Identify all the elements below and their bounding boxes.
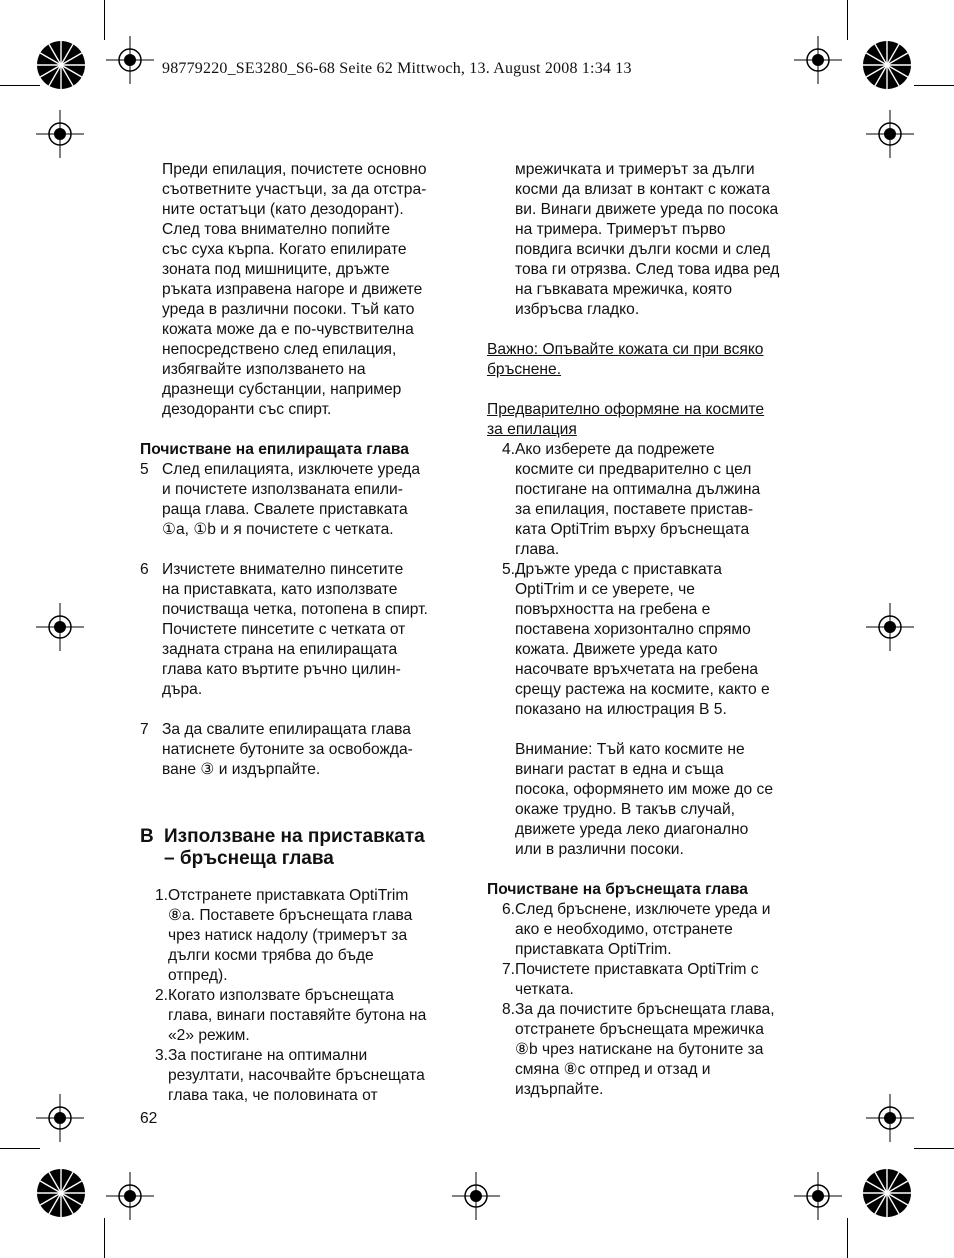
crop-line xyxy=(847,0,848,40)
print-slug: 98779220_SE3280_S6-68 Seite 62 Mittwoch, 13. August 2008 1:34 13 xyxy=(162,60,632,77)
list-number: 6. xyxy=(501,901,515,918)
registration-mark-icon xyxy=(36,1094,84,1142)
list-item xyxy=(140,1046,470,1106)
list-number: 7. xyxy=(501,961,515,978)
crop-line xyxy=(914,1148,954,1149)
list-text: Когато използвате бръснещата глава, винаги поставяйте бутона на «2» режим. xyxy=(168,987,427,1044)
list-number: 8. xyxy=(501,1001,515,1018)
left-column xyxy=(140,160,470,1106)
shaving-cleaning-heading: Почистване на бръснещата глава xyxy=(487,881,748,898)
list-item xyxy=(487,440,817,560)
preshape-heading: Предварително оформяне на космите за епилация xyxy=(487,401,765,438)
list-text: Отстранете приставката OptiTrim ⑧a. Поставете бръснещата глава чрез натиск надолу (тримерът за дълги косми трябва до бъде отпред). xyxy=(168,887,413,984)
list-text: За постигане на оптимални резултати, насочвайте бръснещата глава така, че половината от xyxy=(168,1047,425,1104)
list-item xyxy=(140,886,470,986)
step-item xyxy=(140,460,470,540)
list-text: За да почистите бръснещата глава, отстранете бръснещата мрежичка ⑧b чрез натискане на бутоните за смяна ⑧c отпред и отзад и издърпайте. xyxy=(515,1001,775,1098)
crop-line xyxy=(0,1148,40,1149)
registration-mark-icon xyxy=(36,110,84,158)
step-text: След епилацията, изключете уреда и почистете използваната епили- раща глава. Свалете приставката ①a, ①b и я почистете с четката. xyxy=(162,461,421,538)
step-text: Изчистете внимателно пинсетите на приставката, като използвате почистваща четка, потопена в спирт. Почистете пинсетите с четката от задната страна на епилиращата глава като въртите ръчно цилин- дъра. xyxy=(162,561,428,698)
list-number: 3. xyxy=(154,1047,168,1064)
list-item xyxy=(487,1000,817,1100)
registration-mark-icon xyxy=(452,1172,500,1220)
list-number: 4. xyxy=(501,441,515,458)
crop-line xyxy=(104,0,105,40)
registration-mark-icon xyxy=(36,603,84,651)
step-text: За да свалите епилиращата глава натиснете бутоните за освобожда- ване ③ и издърпайте. xyxy=(162,721,413,778)
crop-line xyxy=(104,1218,105,1258)
intro-paragraph: Преди епилация, почистете основно съответните участъци, за да отстра- ните остатъци (като дезодорант). След това внимателно попийте със суха кърпа. Когато епилирате зоната под мишниците, дръжте ръката изправена нагоре и движете уреда в различни посоки. Тъй като кожата може да е по-чувствителна непосредствено след епилация, избягвайте използването на дразнещи субстанции, например дезодоранти със спирт. xyxy=(162,161,427,418)
list-number: 5. xyxy=(501,561,515,578)
registration-mark-icon xyxy=(794,36,842,84)
list-text: Дръжте уреда с приставката OptiTrim и се уверете, че повърхността на гребена е поставена хоризонтално спрямо кожата. Движете уреда като насочвате връхчетата на гребена срещу растежа на космите, както е показано на илюстрация B 5. Внимание: Тъй като космите не винаги растат в една и съща посока, оформянето им може до се окаже трудно. В такъв случай, движете уреда леко диагонално или в различни посоки. xyxy=(515,561,774,858)
crop-line xyxy=(847,1218,848,1258)
continuation-paragraph: мрежичката и тримерът за дълги косми да влизат в контакт с кожата ви. Винаги движете уреда по посока на тримера. Тримерът първо повдига всички дълги косми и след това ги отрязва. След това идва ред на гъвкавата мрежичка, която избръсва гладко. xyxy=(515,161,780,318)
page-number: 62 xyxy=(140,1110,158,1127)
starburst-mark-icon xyxy=(862,1168,912,1218)
crop-line xyxy=(914,85,954,86)
section-letter: B xyxy=(140,826,154,847)
right-column xyxy=(487,160,817,1100)
section-title-text: Използване на приставката – бръснеща глава xyxy=(164,826,425,869)
step-number: 5 xyxy=(140,461,149,478)
registration-mark-icon xyxy=(106,36,154,84)
step-number: 6 xyxy=(140,561,149,578)
list-item xyxy=(487,560,817,860)
registration-mark-icon xyxy=(106,1172,154,1220)
registration-mark-icon xyxy=(866,110,914,158)
list-item xyxy=(140,986,470,1046)
list-number: 1. xyxy=(154,887,168,904)
starburst-mark-icon xyxy=(36,1168,86,1218)
step-item xyxy=(140,560,470,700)
important-note: Важно: Опъвайте кожата си при всяко бръснене. xyxy=(487,341,764,378)
list-text: Почистете приставката OptiTrim с четката. xyxy=(515,961,759,998)
registration-mark-icon xyxy=(794,1172,842,1220)
registration-mark-icon xyxy=(866,1094,914,1142)
list-text: След бръснене, изключете уреда и ако е необходимо, отстранете приставката OptiTrim. xyxy=(515,901,771,958)
step-item xyxy=(140,720,470,780)
starburst-mark-icon xyxy=(36,40,86,90)
cleaning-heading: Почистване на епилиращата глава xyxy=(140,441,409,458)
step-number: 7 xyxy=(140,721,149,738)
crop-line xyxy=(0,85,40,86)
list-text: Ако изберете да подрежете космите си предварително с цел постигане на оптимална дължина за епилация, поставете пристав- ката OptiTrim върху бръснещата глава. xyxy=(515,441,761,558)
list-item xyxy=(487,900,817,960)
list-number: 2. xyxy=(154,987,168,1004)
list-item xyxy=(487,960,817,1000)
registration-mark-icon xyxy=(866,603,914,651)
starburst-mark-icon xyxy=(862,40,912,90)
section-title xyxy=(140,826,470,870)
